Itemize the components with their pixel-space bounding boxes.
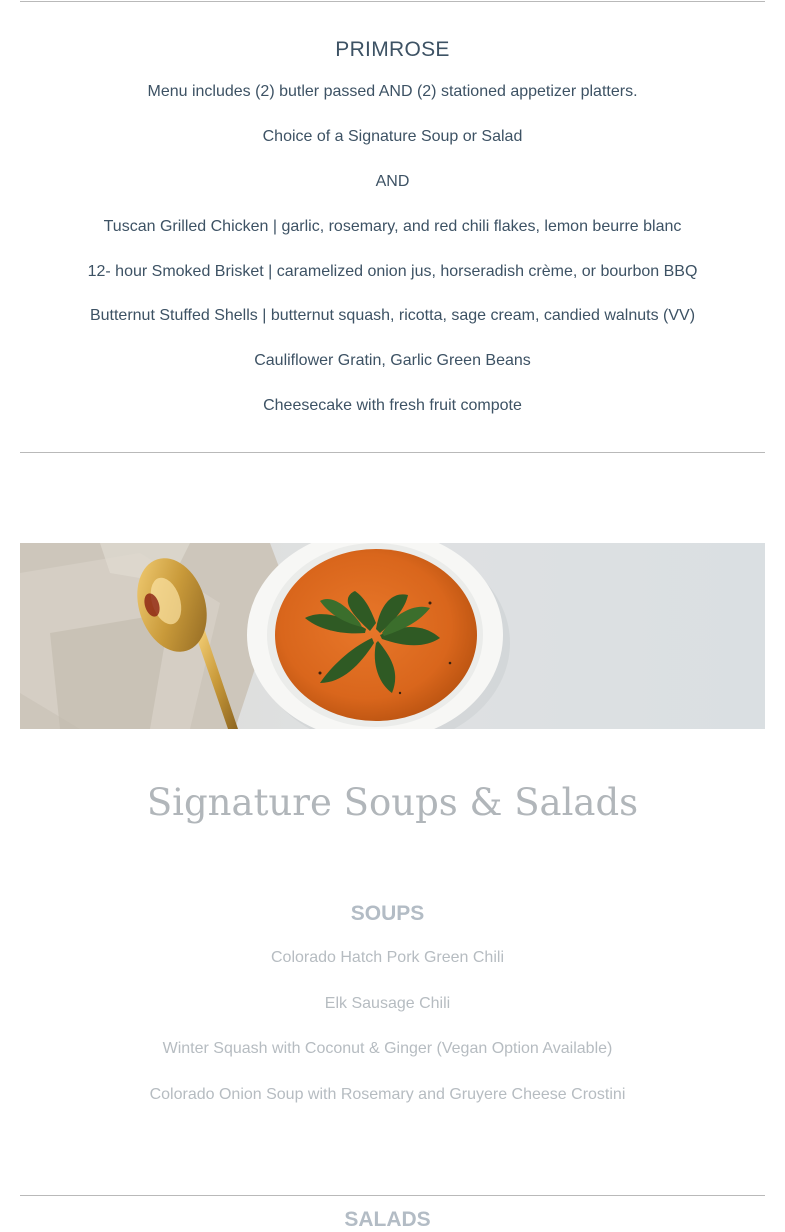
menu-line-dessert: Cheesecake with fresh fruit compote: [263, 397, 522, 414]
soup: [275, 549, 477, 721]
soups-heading: SOUPS: [350, 902, 425, 925]
menu-bottom-divider: [20, 452, 765, 453]
soup-item-winter-squash: Winter Squash with Coconut & Ginger (Vegan Option Available): [162, 1040, 613, 1057]
menu-line-soup-or-salad: Choice of a Signature Soup or Salad: [262, 128, 523, 145]
menu-line-sides: Cauliflower Gratin, Garlic Green Beans: [254, 352, 531, 369]
menu-title: PRIMROSE: [335, 38, 450, 61]
soup-item-green-chili: Colorado Hatch Pork Green Chili: [271, 949, 504, 966]
salads-heading: SALADS: [344, 1208, 431, 1231]
soup-item-elk-chili: Elk Sausage Chili: [324, 995, 451, 1012]
salads-divider: [20, 1195, 765, 1196]
menu-line-brisket: 12- hour Smoked Brisket | caramelized onion jus, horseradish crème, or bourbon BBQ: [87, 263, 698, 280]
section-heading: Signature Soups & Salads: [146, 781, 639, 824]
menu-line-and: AND: [375, 173, 410, 190]
soup-item-onion-soup: Colorado Onion Soup with Rosemary and Gruyere Cheese Crostini: [149, 1086, 626, 1103]
menu-line-shells: Butternut Stuffed Shells | butternut squash, ricotta, sage cream, candied walnuts (VV): [89, 307, 696, 324]
soup-photo: [20, 543, 765, 729]
menu-line-appetizers: Menu includes (2) butler passed AND (2) stationed appetizer platters.: [147, 83, 638, 100]
menu-line-chicken: Tuscan Grilled Chicken | garlic, rosemary, and red chili flakes, lemon beurre blanc: [103, 218, 682, 235]
top-divider: [20, 1, 765, 2]
